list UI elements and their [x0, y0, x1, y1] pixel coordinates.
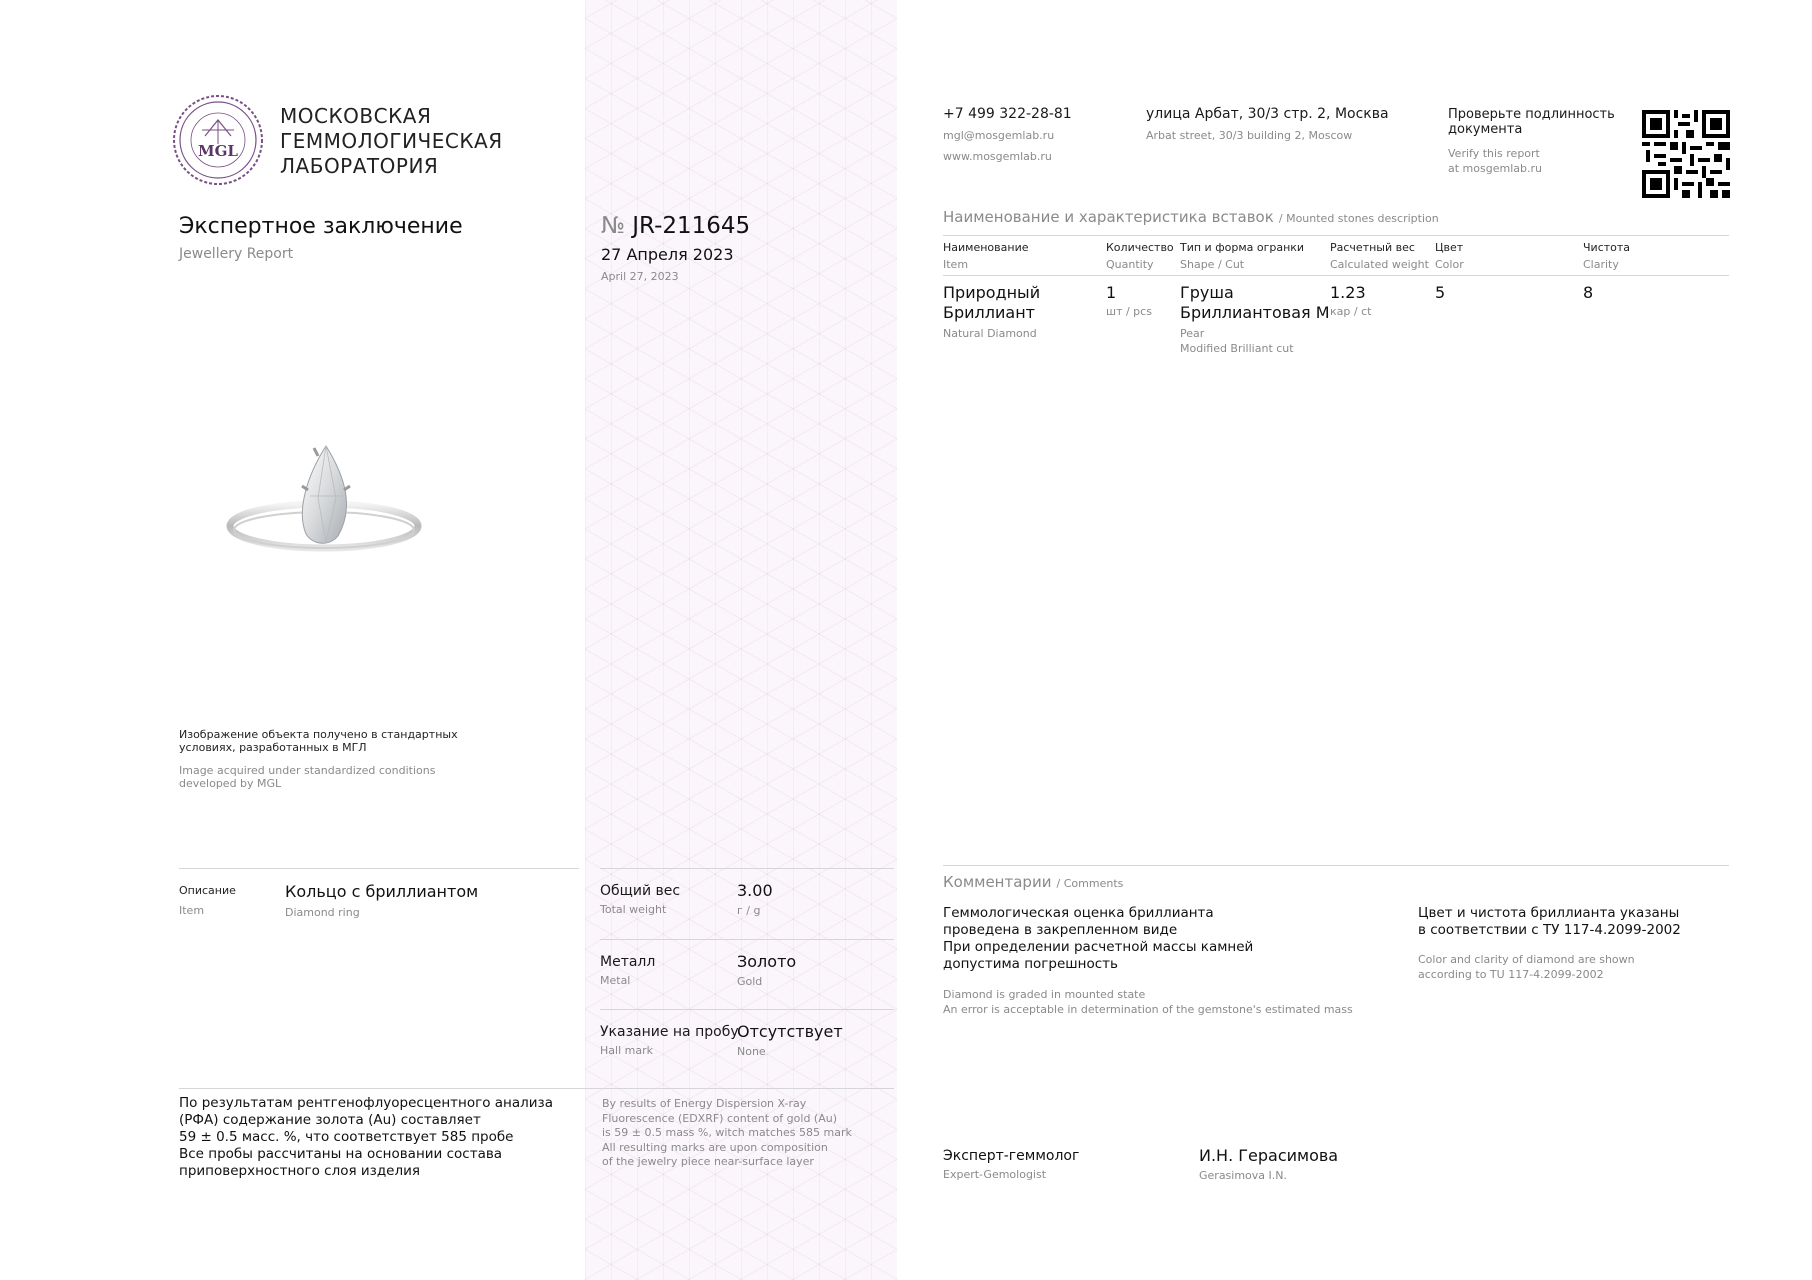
comments-left-ru [943, 905, 1253, 973]
cell-clarity: 8 [1583, 283, 1594, 302]
cell-shape-en-1: Pear [1180, 327, 1205, 340]
contact-site[interactable]: www.mosgemlab.ru [943, 150, 1052, 163]
verify-ru-2: документа [1448, 122, 1523, 137]
verify-block [1448, 107, 1615, 176]
description-value-en: Diamond ring [285, 906, 360, 919]
comment-left-ru-2: проведена в закрепленном виде [943, 922, 1178, 938]
report-date-en: April 27, 2023 [601, 270, 679, 283]
metal-value: Золото [737, 952, 797, 971]
th-color-en: Color [1435, 258, 1464, 271]
address-en: Arbat street, 30/3 building 2, Moscow [1146, 129, 1353, 142]
address-ru: улица Арбат, 30/3 стр. 2, Москва [1146, 106, 1389, 122]
stones-heading [943, 207, 1439, 226]
cell-item-en: Natural Diamond [943, 327, 1037, 340]
th-color-ru: Цвет [1435, 241, 1464, 254]
expert-label [943, 1148, 1079, 1181]
verify-en-1: Verify this report [1448, 147, 1540, 160]
expert-name-ru: И.Н. Герасимова [1199, 1146, 1339, 1165]
description-value [285, 882, 478, 919]
comment-left-ru-1: Геммологическая оценка бриллианта [943, 905, 1214, 921]
property-total-weight [600, 883, 680, 916]
th-shape-en: Shape / Cut [1180, 258, 1245, 271]
property-total-weight-label-en: Total weight [600, 903, 667, 916]
th-shape [1180, 241, 1304, 271]
analysis-en-line-2: Fluorescence (EDXRF) content of gold (Au) [602, 1111, 838, 1125]
cell-shape-ru-2: Бриллиантовая М [1180, 303, 1330, 322]
expert-label-en: Expert-Gemologist [943, 1168, 1047, 1181]
th-quantity-en: Quantity [1106, 258, 1154, 271]
comment-left-en-2: An error is acceptable in determination of the gemstone's estimated mass [943, 1003, 1353, 1016]
image-note-ru-2: условиях, разработанных в МГЛ [179, 741, 367, 754]
comment-left-ru-3: При определении расчетной массы камней [943, 939, 1254, 955]
comments-heading [943, 872, 1123, 891]
comment-right-ru-2: в соответствии с ТУ 117-4.2099-2002 [1418, 922, 1681, 938]
stones-top-rule [943, 235, 1729, 236]
expert-name [1199, 1146, 1338, 1182]
comments-left-en [943, 987, 1353, 1017]
analysis-rule [179, 1088, 894, 1089]
th-item [943, 241, 1028, 271]
property-hallmark-value [737, 1022, 843, 1058]
image-note-en-1: Image acquired under standardized conditions [179, 764, 436, 777]
seal-letters: MGL [198, 142, 238, 160]
image-note [179, 728, 458, 790]
properties-rule-1 [600, 939, 894, 940]
comment-left-ru-4: допустима погрешность [943, 956, 1118, 972]
cell-weight-unit: кар / ct [1330, 305, 1372, 318]
lab-name-line-3: ЛАБОРАТОРИЯ [280, 154, 439, 178]
cell-shape-ru-1: Груша [1180, 283, 1234, 302]
th-clarity [1583, 241, 1630, 271]
description-value-ru: Кольцо с бриллиантом [285, 882, 479, 901]
analysis-ru-line-1: По результатам рентгенофлуоресцентного анализа [179, 1095, 553, 1111]
property-metal [600, 954, 655, 987]
comments-heading-ru: Комментарии [943, 873, 1052, 891]
comment-left-en-1: Diamond is graded in mounted state [943, 988, 1146, 1001]
analysis-ru [179, 1095, 553, 1180]
th-clarity-en: Clarity [1583, 258, 1619, 271]
verify-en-2: at mosgemlab.ru [1448, 162, 1542, 175]
hallmark-value-en: None [737, 1045, 766, 1058]
report-number [601, 213, 750, 239]
th-weight [1330, 241, 1429, 271]
analysis-en-line-1: By results of Energy Dispersion X-ray [602, 1097, 807, 1110]
comments-heading-en: / Comments [1056, 877, 1124, 890]
description-label-en: Item [179, 904, 205, 917]
th-clarity-ru: Чистота [1583, 241, 1631, 254]
th-item-en: Item [943, 258, 969, 271]
th-weight-ru: Расчетный вес [1330, 241, 1415, 254]
analysis-ru-line-3: 59 ± 0.5 масс. %, что соответствует 585 пробе [179, 1129, 514, 1145]
comments-right-en [1418, 953, 1635, 982]
number-sign: № [601, 213, 625, 239]
th-weight-en: Calculated weight [1330, 258, 1429, 271]
analysis-en [602, 1097, 852, 1170]
property-metal-label-en: Metal [600, 974, 631, 987]
description-rule [179, 868, 579, 869]
description-label [179, 884, 236, 917]
comment-right-ru-1: Цвет и чистота бриллианта указаны [1418, 905, 1680, 921]
property-hallmark-label: Указание на пробу [600, 1024, 739, 1040]
lab-name [280, 104, 503, 179]
description-label-ru: Описание [179, 884, 236, 897]
stones-header-rule [943, 275, 1729, 276]
comments-right-ru [1418, 905, 1681, 939]
th-item-ru: Наименование [943, 241, 1029, 254]
analysis-en-line-5: of the jewelry piece near-surface layer [602, 1155, 814, 1168]
mgl-seal [172, 94, 264, 186]
property-metal-value [737, 952, 796, 988]
qr-code-icon[interactable] [1642, 110, 1730, 198]
comment-right-en-2: according to TU 117-4.2099-2002 [1418, 967, 1604, 981]
contact-phone: +7 499 322-28-81 [943, 106, 1072, 122]
expert-name-en: Gerasimova I.N. [1199, 1169, 1287, 1182]
th-quantity-ru: Количество [1106, 241, 1174, 254]
property-metal-label: Металл [600, 954, 656, 970]
hallmark-value: Отсутствует [737, 1022, 843, 1041]
property-total-weight-value [737, 881, 773, 917]
analysis-ru-line-2: (РФА) содержание золота (Au) составляет [179, 1112, 481, 1128]
properties-rule-2 [600, 1009, 894, 1010]
cell-color: 5 [1435, 283, 1446, 302]
cell-quantity [1106, 283, 1152, 318]
report-title-en: Jewellery Report [179, 246, 294, 262]
property-hallmark-label-en: Hall mark [600, 1044, 653, 1057]
verify-ru-1: Проверьте подлинность [1448, 107, 1615, 122]
lab-name-line-1: МОСКОВСКАЯ [280, 104, 432, 128]
analysis-en-line-4: All resulting marks are upon composition [602, 1140, 828, 1154]
comments-rule [943, 865, 1729, 866]
stones-heading-en: / Mounted stones description [1278, 212, 1439, 225]
cell-shape-en-2: Modified Brilliant cut [1180, 342, 1294, 355]
cell-weight-value: 1.23 [1330, 283, 1366, 302]
cell-weight [1330, 283, 1371, 318]
expert-label-ru: Эксперт-геммолог [943, 1148, 1080, 1164]
cell-quantity-unit: шт / pcs [1106, 305, 1152, 318]
analysis-ru-line-4: Все пробы рассчитаны на основании состава [179, 1146, 503, 1162]
image-note-ru-1: Изображение объекта получено в стандартных [179, 728, 458, 741]
cell-item-ru-2: Бриллиант [943, 303, 1035, 322]
comment-right-en-1: Color and clarity of diamond are shown [1418, 953, 1635, 966]
contact-email[interactable]: mgl@mosgemlab.ru [943, 129, 1055, 142]
analysis-ru-line-5: приповерхностного слоя изделия [179, 1163, 421, 1179]
lab-name-line-2: ГЕММОЛОГИЧЕСКАЯ [280, 129, 503, 153]
analysis-en-line-3: is 59 ± 0.5 mass %, witch matches 585 mark [602, 1126, 852, 1139]
properties-rule-0 [600, 868, 894, 869]
metal-value-en: Gold [737, 975, 763, 988]
th-color [1435, 241, 1464, 271]
cell-item [943, 283, 1040, 340]
property-hallmark [600, 1024, 739, 1057]
stones-heading-ru: Наименование и характеристика вставок [943, 208, 1274, 226]
total-weight-unit: г / g [737, 904, 761, 917]
report-number-value: JR-211645 [632, 213, 751, 239]
ring-image [226, 438, 426, 568]
property-total-weight-label: Общий вес [600, 883, 681, 899]
cell-quantity-value: 1 [1106, 283, 1117, 302]
report-title: Экспертное заключение [179, 214, 463, 239]
cell-item-ru-1: Природный [943, 283, 1041, 302]
th-shape-ru: Тип и форма огранки [1180, 241, 1305, 254]
report-date: 27 Апреля 2023 [601, 245, 734, 264]
th-quantity [1106, 241, 1174, 271]
image-note-en-2: developed by MGL [179, 777, 282, 790]
cell-shape [1180, 283, 1330, 355]
total-weight-value: 3.00 [737, 881, 773, 900]
